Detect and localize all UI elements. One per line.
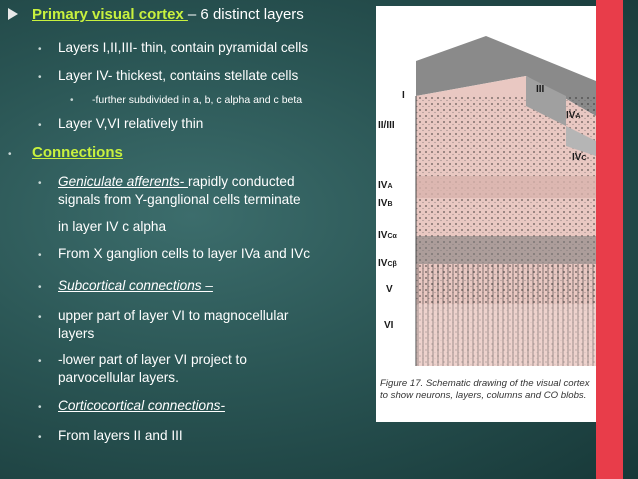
accent-bar: [596, 0, 623, 479]
dot-bullet-icon: •: [38, 402, 42, 413]
line-subcortical-connections: Subcortical connections –: [58, 278, 213, 293]
layer-label-ivb: IVB: [378, 198, 393, 209]
layer-label-ivc-top: IVC: [572, 152, 587, 163]
line-subdivided: -further subdivided in a, b, c alpha and c beta: [92, 94, 303, 106]
triangle-bullet-icon: [8, 8, 18, 20]
line-parvocellular: parvocellular layers.: [58, 370, 179, 385]
line-primary-visual-cortex: Primary visual cortex – 6 distinct layers: [32, 6, 304, 23]
line-y-ganglion: signals from Y-ganglional cells terminate: [58, 192, 301, 207]
dot-bullet-icon: •: [38, 356, 42, 367]
line-x-ganglion: From X ganglion cells to layer IVa and IVc: [58, 246, 311, 261]
dot-bullet-icon: •: [38, 282, 42, 293]
figure-caption: Figure 17. Schematic drawing of the visual cortex to show neurons, layers, columns and CO blobs.: [380, 378, 590, 401]
dot-bullet-icon: •: [38, 178, 42, 189]
line-layers-i-iii: Layers I,II,III- thin, contain pyramidal cells: [58, 40, 309, 55]
layer-label-iva: IVA: [378, 180, 393, 191]
dot-bullet-icon: •: [38, 250, 42, 261]
layer-label-ivc-alpha: IVCα: [378, 230, 397, 241]
line-geniculate-afferents: Geniculate afferents- rapidly conducted: [58, 174, 295, 189]
dot-bullet-icon: •: [38, 312, 42, 323]
dot-bullet-icon: •: [38, 120, 42, 131]
layer-label-i: I: [402, 90, 405, 101]
line-layer-v-vi: Layer V,VI relatively thin: [58, 116, 204, 131]
line-layer-iv-c-alpha: in layer IV c alpha: [58, 219, 167, 234]
line-connections: Connections: [32, 144, 123, 161]
layer-label-vi: VI: [384, 320, 394, 331]
line-upper-layer-vi: upper part of layer VI to magnocellular: [58, 308, 289, 323]
layer-label-ivc-beta: IVCβ: [378, 258, 397, 269]
dot-bullet-icon: •: [38, 432, 42, 443]
line-layers-ii-iii: From layers II and III: [58, 428, 183, 443]
cortex-figure: [376, 6, 596, 422]
line-corticocortical-connections: Corticocortical connections-: [58, 398, 225, 413]
cortex-illustration: [376, 6, 596, 376]
dot-bullet-icon: •: [8, 149, 12, 160]
line-layers: layers: [58, 326, 95, 341]
layer-label-ii-iii: II/III: [378, 120, 395, 131]
dot-bullet-icon: •: [70, 95, 74, 106]
layer-label-iii: III: [536, 84, 545, 95]
line-lower-layer-vi: -lower part of layer VI project to: [58, 352, 247, 367]
line-layer-iv: Layer IV- thickest, contains stellate cells: [58, 68, 299, 83]
layer-label-v: V: [386, 284, 393, 295]
dot-bullet-icon: •: [38, 72, 42, 83]
dot-bullet-icon: •: [38, 44, 42, 55]
layer-label-iva-top: IVA: [566, 110, 581, 121]
